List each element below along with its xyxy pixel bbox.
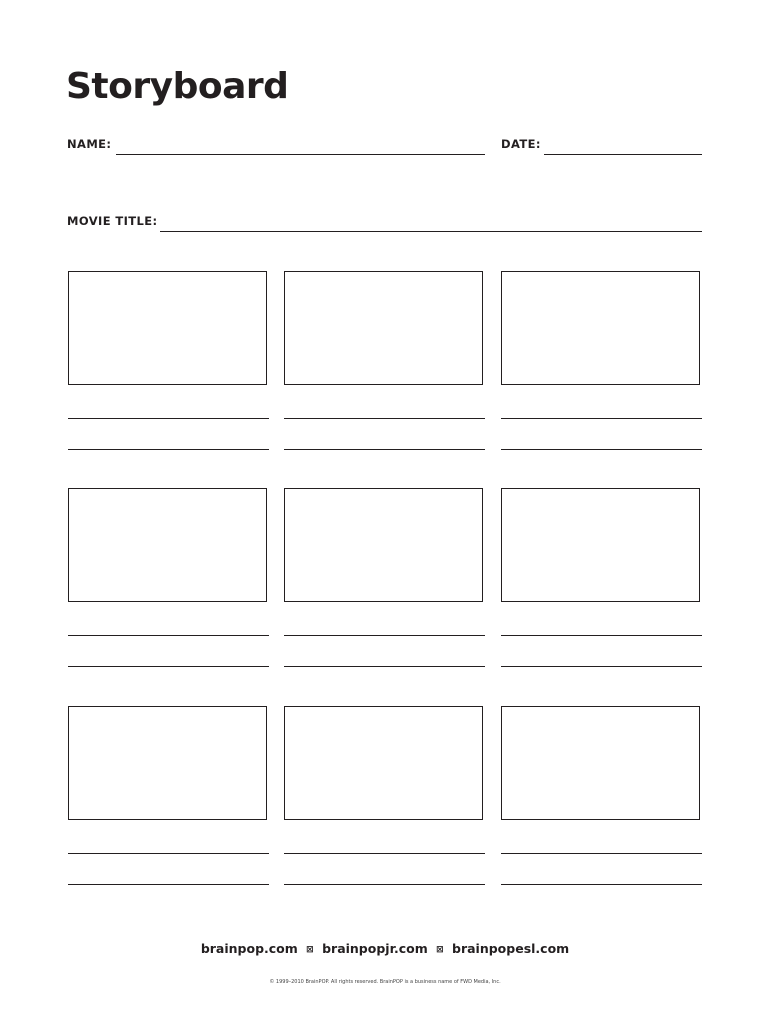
storyboard-frame-2[interactable] [284,271,483,385]
caption-line-4-1[interactable] [68,635,269,636]
caption-line-5-1[interactable] [284,635,485,636]
storyboard-frame-9[interactable] [501,706,700,820]
page-title: Storyboard [66,66,289,107]
caption-line-7-1[interactable] [68,853,269,854]
caption-line-2-1[interactable] [284,418,485,419]
movie-title-label: MOVIE TITLE: [67,214,158,228]
footer-links [0,941,770,959]
caption-line-4-2[interactable] [68,666,269,667]
footer-link-brainpop[interactable]: brainpop.com [200,941,298,956]
storyboard-frame-6[interactable] [501,488,700,602]
caption-line-3-1[interactable] [501,418,702,419]
caption-line-8-2[interactable] [284,884,485,885]
caption-line-9-2[interactable] [501,884,702,885]
storyboard-frame-3[interactable] [501,271,700,385]
caption-line-2-2[interactable] [284,449,485,450]
storyboard-frame-7[interactable] [68,706,267,820]
storyboard-frame-5[interactable] [284,488,483,602]
caption-line-1-1[interactable] [68,418,269,419]
caption-line-5-2[interactable] [284,666,485,667]
storyboard-frame-4[interactable] [68,488,267,602]
caption-line-7-2[interactable] [68,884,269,885]
storyboard-frame-8[interactable] [284,706,483,820]
caption-line-1-2[interactable] [68,449,269,450]
caption-line-8-1[interactable] [284,853,485,854]
separator-icon: ⊠ [436,945,444,955]
storyboard-frame-1[interactable] [68,271,267,385]
footer-link-brainpopesl[interactable]: brainpopesl.com [452,941,570,956]
separator-icon: ⊠ [306,945,314,955]
footer-link-brainpopjr[interactable]: brainpopjr.com [322,941,428,956]
date-label: DATE: [501,137,541,151]
copyright-notice: © 1999–2010 BrainPOP. All rights reserved. BrainPOP is a business name of FWD Media, Inc. [269,979,501,985]
caption-line-6-2[interactable] [501,666,702,667]
caption-line-3-2[interactable] [501,449,702,450]
caption-line-9-1[interactable] [501,853,702,854]
name-label: NAME: [67,137,112,151]
caption-line-6-1[interactable] [501,635,702,636]
